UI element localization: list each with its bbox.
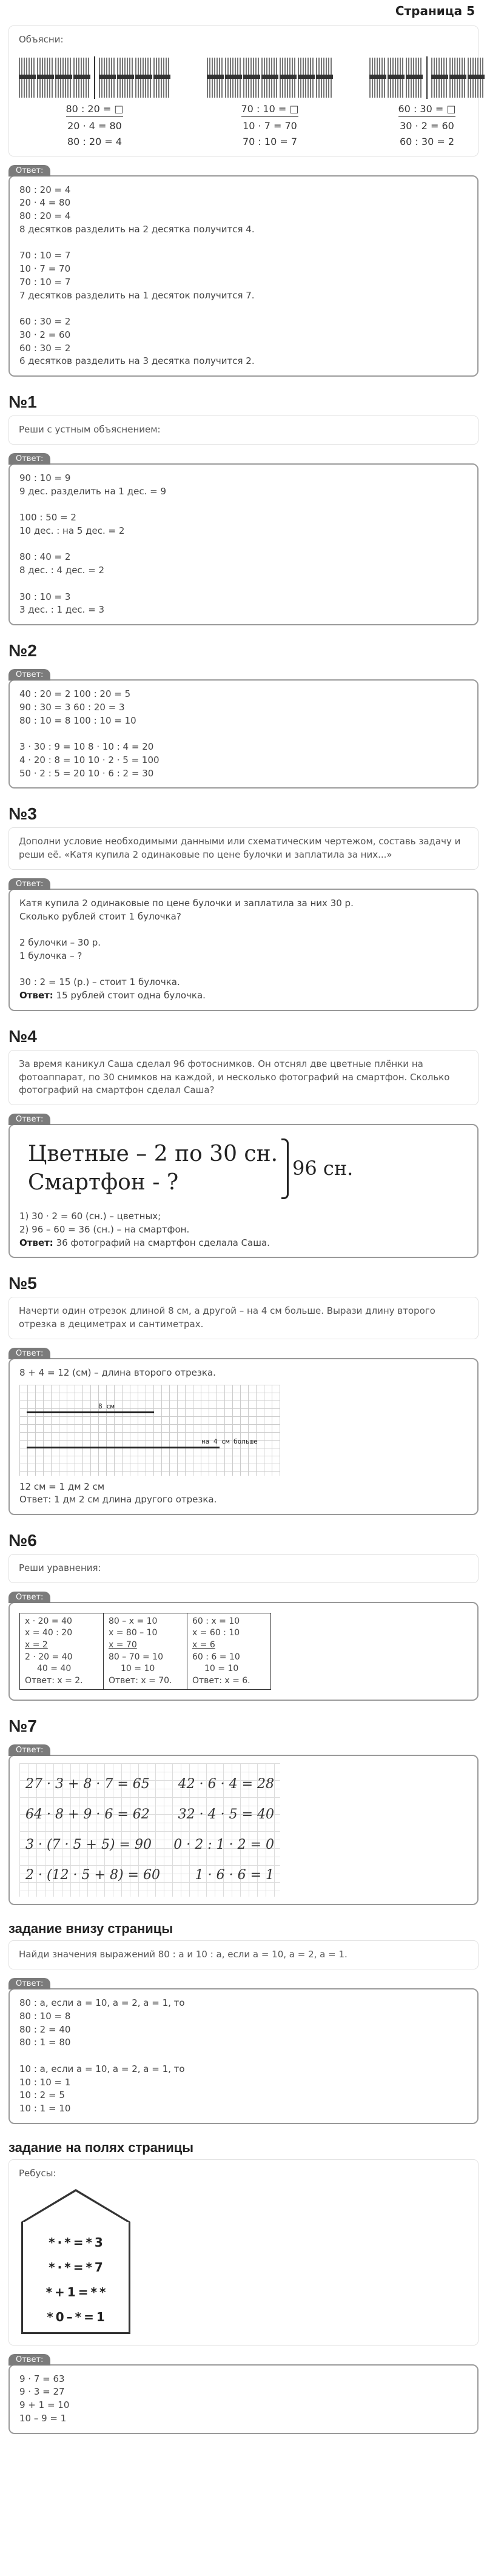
stick-bundle-icon [153,58,170,98]
answer-line: 2) 96 – 60 = 36 (сн.) – на смартфон. [19,1223,190,1235]
rebus-house [21,2189,130,2334]
answer-line: 7 десятков разделить на 1 десяток получится 7. [19,289,255,301]
eq-line: 60 : x = 10 [192,1616,240,1626]
stick-bundle-icon [388,58,405,98]
answer-line: 9 · 7 = 63 [19,2373,65,2384]
intro-equation: 60 : 30 = □ [398,103,456,118]
answer-line: 80 : 1 = 80 [19,2037,71,2048]
rebus-symbol: · [57,2235,62,2250]
task-number: №3 [8,804,37,824]
answer-line: 10 : 1 = 10 [19,2103,71,2114]
answer-line: 10 – 9 = 1 [19,2412,67,2424]
answer-tab: Ответ: [8,1348,50,1359]
task-number: №2 [8,641,37,661]
stick-bundle-icon [225,58,242,98]
sticks-illustration [19,55,468,149]
eq-line: x · 20 = 40 [25,1616,72,1626]
intro-equation: 20 · 4 = 80 [67,120,122,132]
task-number: №5 [8,1274,37,1293]
task-prompt [8,2159,479,2346]
answer-line: 6 десятков разделить на 3 десятка получится 2. [19,355,255,367]
stick-bundle-icon [316,58,333,98]
bottom-answer [8,1988,479,2124]
eq-line: x = 40 : 20 [25,1628,73,1638]
eq-result: x = 6 [192,1639,215,1650]
answer-line: 8 дес. : 4 дес. = 2 [19,565,105,576]
house-walls [21,2222,130,2334]
answer-line: 3 дес. : 1 дес. = 3 [19,604,105,616]
answer-line: 3 · 30 : 9 = 10 8 · 10 : 4 = 20 [19,741,154,753]
rebus-symbol: = [78,2284,89,2299]
task-prompt-text: За время каникул Саша сделал 96 фотоснимков. Он отснял две цветные плёнки на фотоаппарат, по 30 снимков на каждой, и несколько фотографий на смартфон. Сколько фотографий на смартфон сделал Саша? [19,1058,450,1096]
answer-line: 80 : 2 = 40 [19,2023,71,2035]
answer-line: Ответ: 1 дм 2 см длина другого отрезка. [19,1494,217,1505]
answer-line: Сколько рублей стоит 1 булочка? [19,910,181,922]
handwritten-expr: 64 · 8 + 9 · 6 = 62 [25,1807,150,1823]
stick-bundle-icon [37,58,54,98]
t6-answer [8,1602,479,1701]
answer-line [19,538,468,551]
intro-answer [8,175,479,377]
task-prompt-text: Реши с устным объяснением: [19,424,161,435]
handwritten-row [22,1800,278,1830]
stick-group [19,55,170,149]
handwritten-row [22,1830,278,1860]
answer-tab: Ответ: [8,878,50,890]
rebus-symbol: * [75,2309,82,2324]
equations-table [19,1613,271,1690]
rebus-symbol: * [45,2284,53,2299]
answer-line: 80 : a, если a = 10, a = 2, a = 1, то [19,1997,185,2009]
eq-result: x = 2 [25,1639,48,1650]
rebus-symbol: * [64,2259,71,2275]
rebus-symbol: * [86,2235,92,2250]
answer-line: 20 · 4 = 80 [19,197,71,209]
eq-check: 80 – 70 = 10 [109,1652,163,1662]
short-condition-schema [19,1132,468,1202]
handwritten-grid [19,1763,280,1897]
eq-check: 10 = 10 [121,1664,155,1674]
section-title: задание на полях страницы [8,2139,194,2155]
task-prompt-text: Ребусы: [19,2167,56,2179]
eq-check: 60 : 6 = 10 [192,1652,240,1662]
answer-line: 70 : 10 = 7 [19,250,71,261]
stick-bundle-icon [449,58,466,98]
brace-icon [281,1138,289,1199]
rebus-symbol: 3 [94,2235,103,2250]
intro-prompt: Объясни: [19,34,64,45]
task-number: №1 [8,392,37,412]
task-prompt [8,827,479,870]
rebus-symbol: * [64,2235,71,2250]
t7-answer [8,1755,479,1905]
stick-bundle-icon [406,58,423,98]
rebus-symbol: = [84,2309,94,2324]
intro-task [8,25,479,156]
answer-line [19,237,468,250]
margin-answer [8,2364,479,2434]
segment-second [27,1447,220,1448]
answer-line: 60 : 30 = 2 [19,342,71,354]
rebus-symbol: + [55,2284,65,2299]
stick-bundle-icon [55,58,72,98]
schema-line: Цветные – 2 по 30 сн. [28,1142,278,1167]
task-prompt [8,415,479,445]
page-header [8,0,479,22]
stick-bundle-icon [261,58,278,98]
eq-answer: Ответ: x = 2. [25,1675,83,1686]
answer-final-text: 36 фотографий на смартфон сделала Саша. [56,1237,270,1248]
answer-line: 100 : 50 = 2 [19,512,76,523]
rebus-symbol: * [99,2284,106,2299]
answer-line: 9 · 3 = 27 [19,2386,65,2398]
page-title: Страница 5 [395,4,475,18]
task-prompt [8,1554,479,1583]
stick-bundle-icon [117,58,134,98]
rebus-symbol: * [49,2259,55,2275]
answer-line: 9 дес. разделить на 1 дес. = 9 [19,485,167,497]
segments-drawing [19,1385,280,1476]
rebus-symbol: 1 [96,2309,105,2324]
answer-line: Катя купила 2 одинаковые по цене булочки и заплатила за них 30 р. [19,897,354,909]
stick-bundle-icon [431,58,448,98]
t1-answer [8,463,479,625]
answer-line: 80 : 10 = 8 100 : 10 = 10 [19,715,136,726]
answer-line: 8 десятков разделить на 2 десятка получится 4. [19,223,255,235]
answer-tab: Ответ: [8,165,50,177]
task-prompt-text: Дополни условие необходимыми данными или схематическим чертежом, составь задачу и реши её. «Катя купила 2 одинаковые по цене булочки и заплатила за них...» [19,836,461,861]
eq-line: 80 – x = 10 [109,1616,158,1626]
answer-line [19,302,468,315]
eq-answer: Ответ: x = 6. [192,1675,250,1686]
eq-check: 2 · 20 = 40 [25,1652,73,1662]
schema-total: 96 сн. [292,1157,354,1180]
schema-line: Смартфон - ? [28,1170,179,1196]
answer-line: 30 : 10 = 3 [19,591,71,602]
rebus-row [28,2284,124,2301]
answer-tab: Ответ: [8,1744,50,1756]
handwritten-row [22,1860,278,1891]
answer-line [19,577,468,591]
answer-tab: Ответ: [8,1978,50,1989]
answer-line: 90 : 10 = 9 [19,472,71,483]
answer-line: 4 · 20 : 8 = 10 10 · 2 · 5 = 100 [19,754,160,765]
segment-label: на 4 см больше [201,1437,258,1445]
answer-line: 1 булочка – ? [19,950,82,961]
stick-bundle-icon [468,58,485,98]
section-title: задание внизу страницы [8,1921,173,1937]
handwritten-expr: 27 · 3 + 8 · 7 = 65 [25,1777,150,1792]
stick-group [369,55,485,149]
answer-line: 80 : 20 = 4 [19,210,71,222]
intro-equation: 60 : 30 = 2 [399,135,455,147]
answer-line: 2 булочки – 30 р. [19,937,101,949]
answer-final [19,1237,468,1250]
answer-line: 40 : 20 = 2 100 : 20 = 5 [19,688,131,700]
answer-tab: Ответ: [8,1114,50,1125]
intro-equation: 70 : 10 = 7 [242,135,298,147]
rebus-symbol: * [47,2309,53,2324]
answer-line: 1) 30 · 2 = 60 (сн.) – цветных; [19,1211,161,1222]
handwritten-expr: 2 · (12 · 5 + 8) = 60 [25,1868,160,1883]
equation-cell [20,1613,104,1690]
t3-answer [8,889,479,1011]
task-prompt [8,1297,479,1339]
rebus-symbol: 7 [94,2259,103,2275]
t4-answer [8,1124,479,1258]
answer-line: 50 · 2 : 5 = 20 10 · 6 : 2 = 30 [19,767,154,779]
answer-line: 90 : 30 = 3 60 : 20 = 3 [19,701,125,713]
stick-bundle-icon [280,58,297,98]
task-number: №4 [8,1026,37,1046]
rebus-symbol: – [66,2309,73,2324]
task-prompt-text: Найди значения выражений 80 : a и 10 : a, если a = 10, a = 2, a = 1. [19,1949,348,1960]
handwritten-expr: 0 · 2 : 1 · 2 = 0 [173,1837,274,1853]
segment-first [27,1411,154,1413]
answer-line: 30 : 2 = 15 (р.) – стоит 1 булочка. [19,977,180,988]
rebus-row [28,2309,124,2326]
task-prompt [8,1940,479,1969]
handwritten-expr: 3 · (7 · 5 + 5) = 90 [25,1837,152,1853]
eq-result: x = 70 [109,1639,137,1650]
rebus-symbol: 1 [67,2284,76,2299]
stick-bundle-icon [207,58,224,98]
eq-check: 40 = 40 [37,1664,72,1674]
answer-line: 10 · 7 = 70 [19,263,71,275]
intro-equation: 80 : 20 = □ [66,103,124,118]
task-prompt [8,1050,479,1105]
answer-line: 10 : 2 = 5 [19,2090,65,2101]
stick-bundle-icon [298,58,315,98]
rebus-symbol: = [73,2235,84,2250]
answer-label: Ответ: [19,990,53,1001]
stick-bundle-icon [135,58,152,98]
rebus-symbol: * [49,2235,55,2250]
handwritten-expr: 42 · 6 · 4 = 28 [178,1777,274,1792]
answer-line [19,963,468,977]
segment-label: 8 см [98,1402,115,1410]
answer-line: 10 дес. : на 5 дес. = 2 [19,525,125,536]
answer-line: 30 · 2 = 60 [19,329,71,340]
handwritten-expr: 1 · 6 · 6 = 1 [195,1868,274,1883]
handwritten-row [22,1769,278,1800]
eq-line: x = 80 – 10 [109,1628,158,1638]
intro-equation: 10 · 7 = 70 [243,120,297,132]
answer-line: 80 : 40 = 2 [19,551,71,563]
task-number: №7 [8,1717,37,1736]
answer-line: 12 см = 1 дм 2 см [19,1481,105,1492]
answer-tab: Ответ: [8,669,50,681]
answer-line: 9 + 1 = 10 [19,2399,70,2411]
task-prompt-text: Начерти один отрезок длиной 8 см, а другой – на 4 см больше. Вырази длину второго отрезка в дециметрах и сантиметрах. [19,1305,435,1330]
t2-answer [8,679,479,789]
answer-line: 80 : 10 = 8 [19,2010,71,2022]
stick-bundle-icon [243,58,260,98]
answer-line [19,923,468,937]
eq-check: 10 = 10 [204,1664,239,1674]
answer-tab: Ответ: [8,453,50,465]
stick-bundle-icon [99,58,116,98]
equation-cell [104,1613,187,1690]
rebus-symbol: · [57,2259,62,2275]
rebus-row [28,2234,124,2251]
intro-equation: 30 · 2 = 60 [400,120,454,132]
answer-line: 10 : a, если a = 10, a = 2, a = 1, то [19,2063,185,2074]
stick-group [207,55,333,149]
answer-final [19,989,468,1003]
answer-line: 70 : 10 = 7 [19,276,71,288]
rebus-row [28,2259,124,2276]
answer-line [19,2050,468,2063]
answer-line [19,498,468,511]
house-roof-icon [21,2189,130,2222]
answer-tab: Ответ: [8,1592,50,1603]
equation-cell [187,1613,271,1690]
rebus-symbol: = [73,2259,84,2275]
stick-bundle-icon [73,58,90,98]
handwritten-expr: 32 · 4 · 5 = 40 [178,1807,274,1823]
answer-final-text: 15 рублей стоит одна булочка. [56,990,206,1001]
rebus-symbol: 0 [55,2309,64,2324]
task-prompt-text: Реши уравнения: [19,1562,101,1574]
eq-answer: Ответ: x = 70. [109,1675,172,1686]
intro-equation: 70 : 10 = □ [241,103,299,118]
answer-line: 8 + 4 = 12 (см) – длина второго отрезка. [19,1367,216,1378]
task-number: №6 [8,1531,37,1550]
rebus-symbol: * [86,2259,92,2275]
answer-line: 10 : 10 = 1 [19,2076,71,2088]
answer-line: 60 : 30 = 2 [19,316,71,328]
rebus-symbol: * [90,2284,97,2299]
stick-bundle-icon [19,58,36,98]
stick-bundle-icon [369,58,386,98]
answer-line: 80 : 20 = 4 [19,184,71,195]
answer-tab: Ответ: [8,2354,50,2366]
intro-equation: 80 : 20 = 4 [67,135,123,147]
answer-line [19,727,468,741]
t5-answer [8,1358,479,1515]
answer-label: Ответ: [19,1237,53,1248]
eq-line: x = 60 : 10 [192,1628,240,1638]
